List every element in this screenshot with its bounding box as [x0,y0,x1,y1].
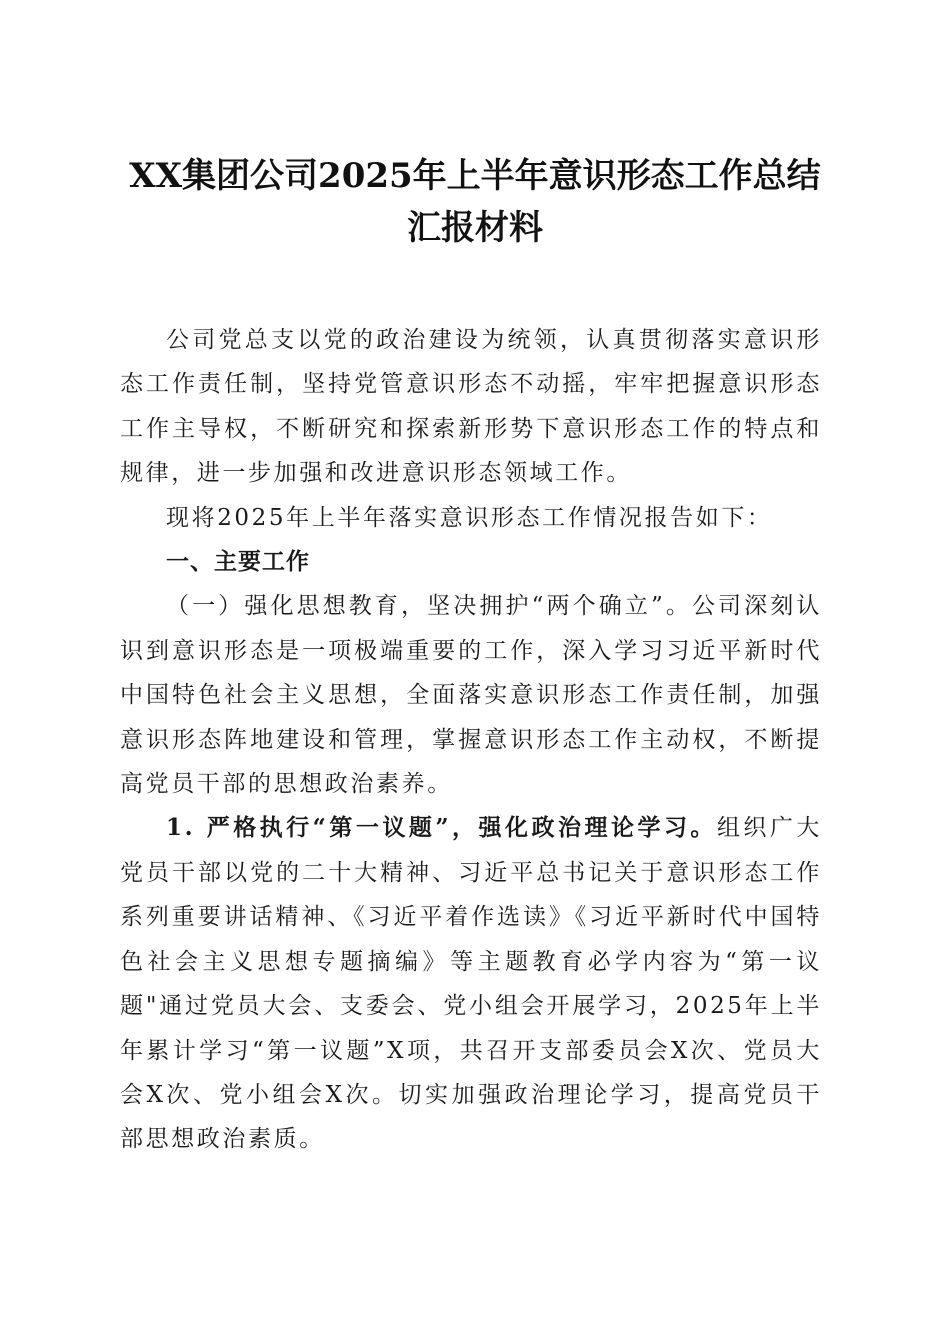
subsection-1-paragraph [120,584,822,806]
subsection-1-heading: （一）强化思想教育，坚决拥护“两个确立”。 [166,593,692,620]
item-1-heading: 1. 严格执行“第一议题”，强化政治理论学习。 [166,814,717,842]
document-title-line-1: XX集团公司2025年上半年意识形态工作总结 [129,156,821,196]
subsection-1-text: 公司深刻认识到意识形态是一项极端重要的工作，深入学习习近平新时代中国特色社会主义思想，全面落实意识形态工作责任制，加强意识形态阵地建设和管理，掌握意识形态工作主动权，不断提高党员干部的思想政治素养。 [120,593,822,798]
report-intro-line: 现将2025年上半年落实意识形态工作情况报告如下： [166,504,773,531]
intro-paragraph: 公司党总支以党的政治建设为统领，认真贯彻落实意识形态工作责任制，坚持党管意识形态不动摇，牢牢把握意识形态工作主导权，不断研究和探索新形势下意识形态工作的特点和规律，进一步加强和改进意识形态领域工作。 [120,327,822,487]
item-1-paragraph [120,806,822,1161]
item-1-text: 组织广大党员干部以党的二十大精神、习近平总书记关于意识形态工作系列重要讲话精神、《习近平着作选读》《习近平新时代中国特色社会主义思想专题摘编》等主题教育必学内容为“第一议题"通过党员大会、支委会、党小组会开展学习，2025年上半年累计学习“第一议题”X项，共召开支部委员会X次、党员大会X次、党小组会X次。切实加强政治理论学习，提高党员干部思想政治素质。 [120,815,823,1153]
document-body [120,318,822,1162]
document-title [100,150,850,254]
section-heading-main-work: 一、主要工作 [166,548,310,576]
document-title-line-2: 汇报材料 [407,208,543,248]
